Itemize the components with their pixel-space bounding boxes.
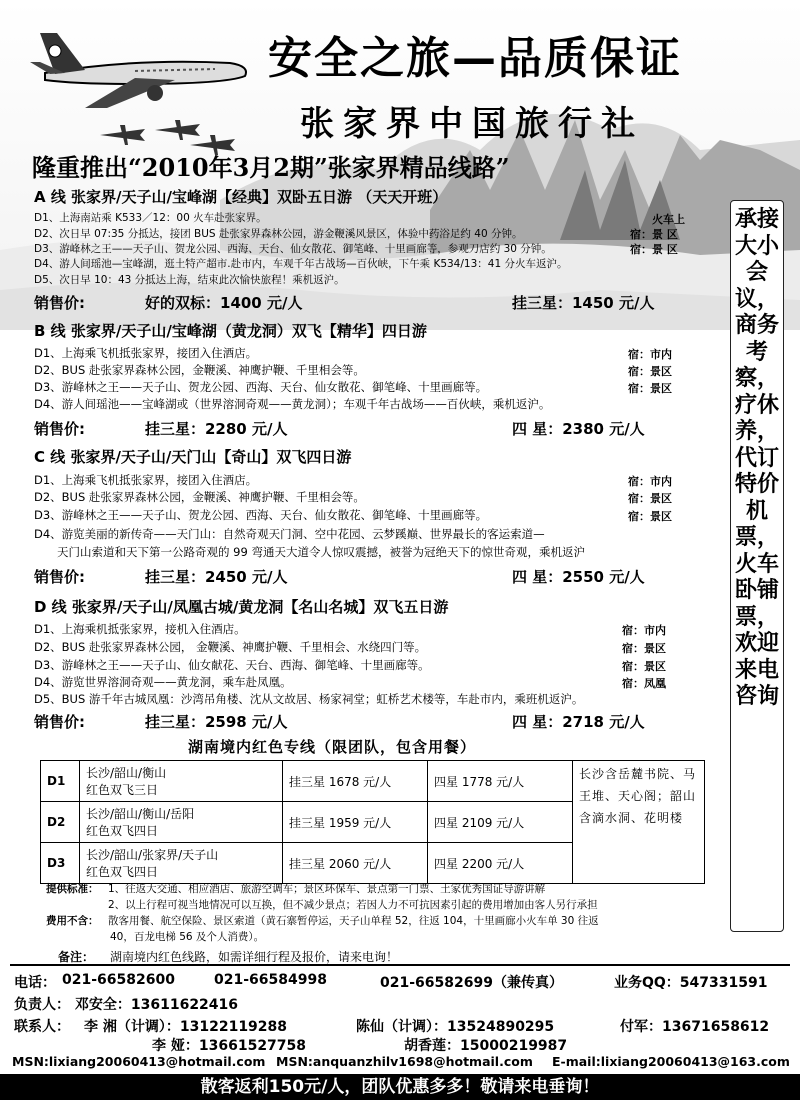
line-d-stay: 宿：景区: [622, 642, 666, 655]
line-b-stay: 宿：市内: [628, 348, 672, 361]
line-b-stay: 宿：景区: [628, 365, 672, 378]
line-a-price-standard: 好的双标：1400 元/人: [145, 294, 303, 312]
exclude-text: 40，百龙电梯 56 及个人消费）。: [110, 931, 265, 943]
row-price-3star: 挂三星 1959 元/人: [283, 802, 428, 843]
line-c-price-label: 销售价:: [34, 568, 85, 586]
line-a-title: A 线 张家界/天子山/宝峰湖【经典】双卧五日游 （天天开班）: [34, 188, 448, 206]
red-tour-title: 湖南境内红色专线（限团队，包含用餐）: [188, 738, 477, 756]
line-d-day: D1、上海乘机抵张家界，接机入住酒店。: [34, 622, 246, 636]
line-c-day: D3、游峰林之王——天子山、贺龙公园、西海、天台、仙女散花、御笔峰、十里画廊等。: [34, 508, 488, 522]
line-b-day: D3、游峰林之王——天子山、贺龙公园、西海、天台、仙女散花、御笔峰、十里画廊等。: [34, 380, 488, 394]
phone-number[interactable]: 021-66584998: [214, 972, 327, 988]
services-text: 承接大小会议，商务考察，疗休养，代订特价机票，火车卧铺票，欢迎来电咨询: [734, 207, 779, 709]
route-type: 红色双飞四日: [86, 865, 159, 879]
line-d-price-4star: 四 星：2718 元/人: [512, 713, 645, 731]
promo-heading: 隆重推出“2010年3月2期”张家界精品线路”: [32, 153, 510, 182]
contact-label: 联系人：: [14, 1019, 70, 1035]
line-d-day: D3、游峰林之王——天子山、仙女献花、天台、西海、御笔峰、十里画廊等。: [34, 658, 430, 672]
route-cities: 长沙/韶山/衡山: [86, 766, 167, 780]
table-row: [41, 761, 705, 802]
line-b-price-label: 销售价:: [34, 420, 85, 438]
contact-person[interactable]: 付军：13671658612: [620, 1019, 770, 1035]
line-a-stay: 宿：景 区: [630, 243, 678, 256]
row-day: D2: [41, 802, 80, 843]
line-a-day: D1、上海南站乘 K533／12：00 火车赴张家界。: [34, 212, 267, 224]
provide-label: 提供标准：: [46, 883, 99, 895]
line-d-day: D4、游览世界溶洞奇观——黄龙洞，乘车赴凤凰。: [34, 675, 292, 689]
line-c-day: D1、上海乘飞机抵张家界，接团入住酒店。: [34, 473, 258, 487]
divider: [10, 964, 790, 966]
row-route: [80, 802, 283, 843]
line-c-day: D4、游览美丽的新传奇——天门山：自然奇观天门洞、空中花园、云梦蹊巅、世界最长的客运索道—: [34, 527, 545, 541]
row-route: [80, 761, 283, 802]
msn-address[interactable]: MSN:lixiang20060413@hotmail.com: [12, 1054, 266, 1069]
provide-item: 2、以上行程可视当地情况可以互换，但不减少景点；若因人力不可抗因素引起的费用增加由客人另行承担: [108, 899, 598, 911]
row-day: D1: [41, 761, 80, 802]
row-price-4star: 四星 2200 元/人: [428, 843, 573, 884]
line-d-stay: 宿：景区: [622, 660, 666, 673]
row-day: D3: [41, 843, 80, 884]
phone-number[interactable]: 021-66582600: [62, 972, 175, 988]
red-tour-table: [40, 760, 705, 884]
line-d-stay: 宿：市内: [622, 624, 666, 637]
line-c-price-4star: 四 星：2550 元/人: [512, 568, 645, 586]
row-price-4star: 四星 2109 元/人: [428, 802, 573, 843]
agency-name: 张家界中国旅行社: [300, 104, 644, 144]
line-d-price-3star: 挂三星：2598 元/人: [145, 713, 288, 731]
phone-fax-number[interactable]: 021-66582699（兼传真）: [380, 975, 563, 991]
line-b-price-3star: 挂三星：2280 元/人: [145, 420, 288, 438]
contact-person[interactable]: 陈仙（计调）：13524890295: [356, 1019, 555, 1035]
row-price-4star: 四星 1778 元/人: [428, 761, 573, 802]
line-d-day: D2、BUS 赴张家界森林公园， 金鞭溪、神鹰护鞭、千里相会、水绕四门等。: [34, 640, 427, 654]
route-type: 红色双飞三日: [86, 783, 159, 797]
phone-label: 电话：: [14, 975, 56, 991]
row-price-3star: 挂三星 2060 元/人: [283, 843, 428, 884]
line-c-stay: 宿：景区: [628, 492, 672, 505]
line-a-day: D3、游峰林之王——天子山、贺龙公园、西海、天台、仙女散花、御笔峰、十里画廊等，参观刀店约 30 分钟。: [34, 243, 552, 255]
contact-person[interactable]: 胡香莲：15000219987: [404, 1038, 568, 1054]
line-c-day: D2、BUS 赴张家界森林公园，金鞭溪、神鹰护鞭、千里相会等。: [34, 490, 365, 504]
line-b-day: D2、BUS 赴张家界森林公园，金鞭溪、神鹰护鞭、千里相会等。: [34, 363, 365, 377]
line-b-day: D4、游人间瑶池——宝峰湖或（世界溶洞奇观——黄龙洞）；车观千年古战场——百伙峡，乘机返沪。: [34, 397, 551, 411]
slogan-heading: 安全之旅—品质保证: [268, 33, 682, 84]
line-b-title: B 线 张家界/天子山/宝峰湖（黄龙洞）双飞【精华】四日游: [34, 322, 427, 340]
line-c-stay: 宿：市内: [628, 475, 672, 488]
route-type: 红色双飞四日: [86, 824, 159, 838]
manager-contact[interactable]: 负责人： 邓安全：13611622416: [14, 997, 239, 1013]
line-d-price-label: 销售价:: [34, 713, 85, 731]
remark-label: 备注：: [58, 950, 95, 964]
line-c-title: C 线 张家界/天子山/天门山【奇山】双飞四日游: [34, 448, 352, 466]
line-a-price-3star: 挂三星：1450 元/人: [512, 294, 655, 312]
line-d-stay: 宿：凤凰: [622, 677, 666, 690]
row-route: [80, 843, 283, 884]
contact-person[interactable]: 李 湘（计调）：13122119288: [84, 1019, 288, 1035]
line-c-price-3star: 挂三星：2450 元/人: [145, 568, 288, 586]
line-a-stay: 火车上: [652, 213, 685, 226]
line-c-stay: 宿：景区: [628, 510, 672, 523]
line-a-price-label: 销售价:: [34, 294, 85, 312]
exclude-label: 费用不含：: [46, 915, 99, 927]
line-a-day: D4、游人间瑶池—宝峰湖，逛土特产超市.赴市内，车观千年古战场—百伙峡，下午乘 K534/13：41 分火车返沪。: [34, 258, 568, 270]
remark-text: 湖南境内红色线路，如需详细行程及报价，请来电询！: [110, 950, 399, 964]
business-qq[interactable]: 业务QQ：547331591: [614, 975, 768, 991]
route-cities: 长沙/韶山/张家界/天子山: [86, 848, 219, 862]
line-d-title: D 线 张家界/天子山/凤凰古城/黄龙洞【名山名城】双飞五日游: [34, 598, 449, 616]
footer-banner: 散客返利150元/人，团队优惠多多！敬请来电垂询！: [0, 1074, 800, 1100]
line-c-day: 天门山索道和天下第一公路奇观的 99 弯通天大道令人惊叹震撼，被誉为冠绝天下的惊世奇观，乘机返沪: [57, 545, 585, 559]
services-side-banner: [730, 200, 784, 932]
route-cities: 长沙/韶山/衡山/岳阳: [86, 807, 195, 821]
line-a-stay: 宿：景 区: [630, 228, 678, 241]
line-b-price-4star: 四 星：2380 元/人: [512, 420, 645, 438]
line-a-day: D2、次日早 07:35 分抵达，接团 BUS 赴张家界森林公园，游金鞭溪风景区，体验中药浴足约 40 分钟。: [34, 228, 523, 240]
row-price-3star: 挂三星 1678 元/人: [283, 761, 428, 802]
line-d-day: D5、BUS 游千年古城凤凰：沙湾吊角楼、沈从文故居、杨家祠堂；虹桥艺术楼等，车赴市内，乘班机返沪。: [34, 692, 584, 706]
email-address[interactable]: E-mail:lixiang20060413@163.com: [552, 1054, 790, 1069]
line-b-stay: 宿：景区: [628, 382, 672, 395]
red-tour-note: 长沙含岳麓书院、马王堆、天心阁；韶山含滴水洞、花明楼: [573, 761, 705, 884]
line-b-day: D1、上海乘飞机抵张家界，接团入住酒店。: [34, 346, 258, 360]
provide-item: 1、往返大交通、相应酒店、旅游空调车；景区环保车、景点第一门票、土家优秀国证导游讲解: [108, 883, 546, 895]
exclude-text: 散客用餐、航空保险、景区索道（黄石寨暂停运，天子山单程 52，往返 104，十里画廊小火车单 30 往返: [108, 915, 599, 927]
airplane-icon: [25, 18, 255, 113]
line-a-day: D5、次日早 10：43 分抵达上海，结束此次愉快旅程！乘机返沪。: [34, 274, 345, 286]
msn-address[interactable]: MSN:anquanzhilv1698@hotmail.com: [276, 1054, 533, 1069]
contact-person[interactable]: 李 娅：13661527758: [152, 1038, 307, 1054]
